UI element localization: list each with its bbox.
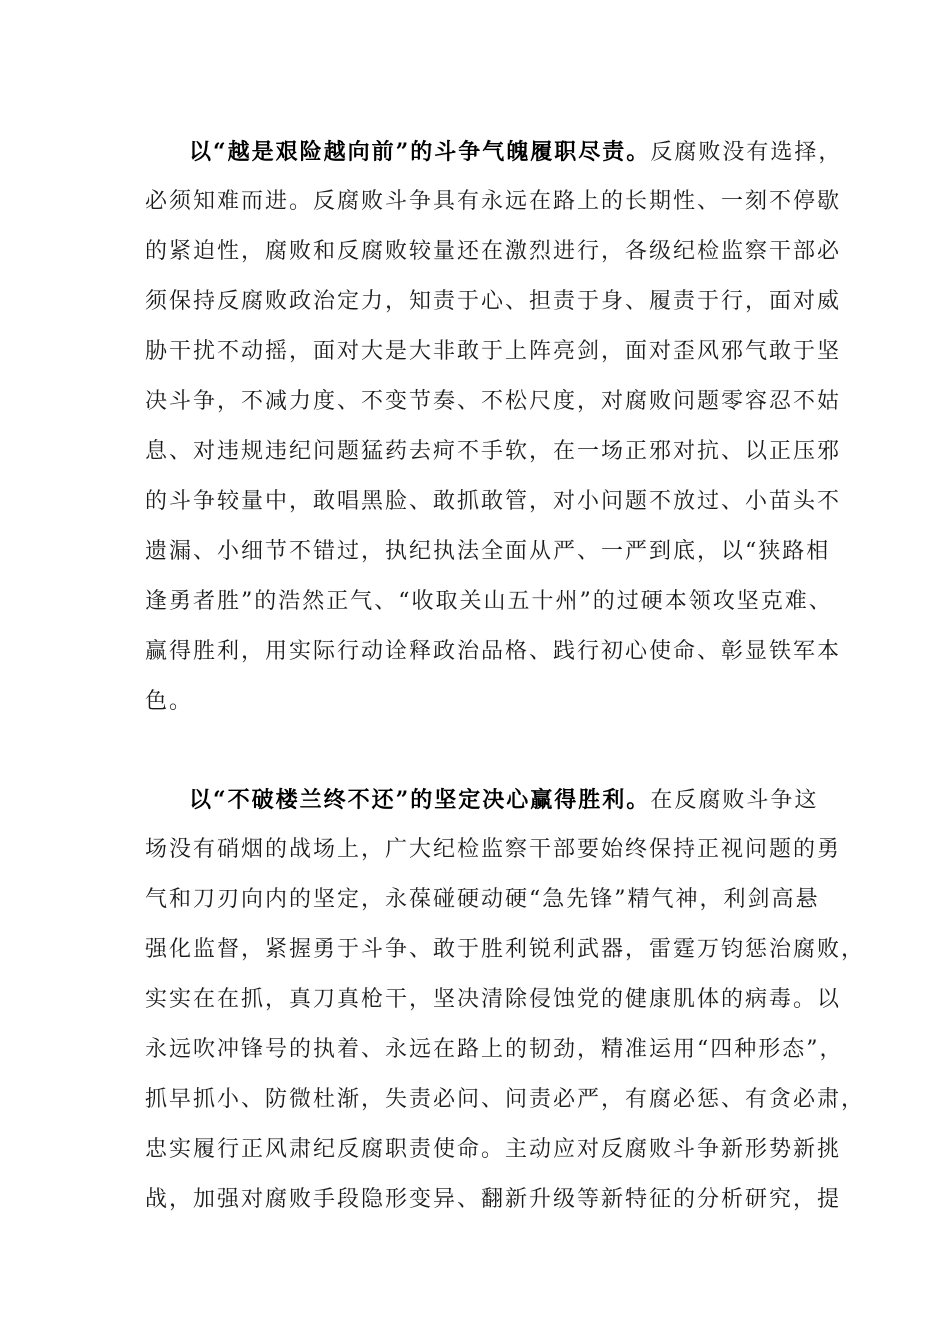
paragraph-line: 战，加强对腐败手段隐形变异、翻新升级等新特征的分析研究，提	[145, 1187, 842, 1212]
paragraph-text: 在反腐败斗争这	[650, 788, 819, 813]
paragraph-line	[145, 127, 843, 177]
paragraph-line: 决斗争，不减力度、不变节奏、不松尺度，对腐败问题零容忍不姑	[145, 389, 842, 414]
paragraph-line: 色。	[145, 689, 194, 714]
paragraph-line: 实实在在抓，真刀真枪干，坚决清除侵蚀党的健康肌体的病毒。以	[145, 987, 842, 1012]
paragraph-line: 赢得胜利，用实际行动诠释政治品格、践行初心使命、彰显铁军本	[145, 639, 842, 664]
paragraph-line	[145, 775, 825, 825]
paragraph-line: 抓早抓小、防微杜渐，失责必问、问责必严，有腐必惩、有贪必肃，	[145, 1087, 866, 1112]
paragraph-line: 必须知难而进。反腐败斗争具有永远在路上的长期性、一刻不停歇	[145, 189, 842, 214]
paragraph-1	[145, 127, 843, 727]
paragraph-line: 的斗争较量中，敢唱黑脸、敢抓敢管，对小问题不放过、小苗头不	[145, 489, 842, 514]
paragraph-line: 息、对违规违纪问题猛药去疴不手软，在一场正邪对抗、以正压邪	[145, 439, 842, 464]
paragraph-heading: 以“越是艰险越向前”的斗争气魄履职尽责。	[189, 139, 651, 165]
paragraph-text: 反腐败没有选择，	[650, 140, 843, 165]
paragraph-line: 场没有硝烟的战场上，广大纪检监察干部要始终保持正视问题的勇	[145, 837, 842, 862]
paragraph-line: 气和刀刃向内的坚定，永葆碰硬动硬“急先锋”精气神，利剑高悬	[145, 887, 820, 912]
paragraph-line: 逢勇者胜”的浩然正气、“收取关山五十州”的过硬本领攻坚克难、	[145, 589, 833, 614]
paragraph-line: 强化监督，紧握勇于斗争、敢于胜利锐利武器，雷霆万钧惩治腐败，	[145, 937, 866, 962]
paragraph-line: 永远吹冲锋号的执着、永远在路上的韧劲，精准运用“四种形态”，	[145, 1037, 844, 1062]
paragraph-line: 遗漏、小细节不错过，执纪执法全面从严、一严到底，以“狭路相	[145, 539, 831, 564]
paragraph-2	[145, 775, 866, 1225]
paragraph-heading: 以“不破楼兰终不还”的坚定决心赢得胜利。	[189, 787, 651, 813]
paragraph-line: 胁干扰不动摇，面对大是大非敢于上阵亮剑，面对歪风邪气敢于坚	[145, 339, 842, 364]
paragraph-line: 须保持反腐败政治定力，知责于心、担责于身、履责于行，面对威	[145, 289, 842, 314]
paragraph-line: 的紧迫性，腐败和反腐败较量还在激烈进行，各级纪检监察干部必	[145, 239, 842, 264]
paragraph-line: 忠实履行正风肃纪反腐职责使命。主动应对反腐败斗争新形势新挑	[145, 1137, 842, 1162]
